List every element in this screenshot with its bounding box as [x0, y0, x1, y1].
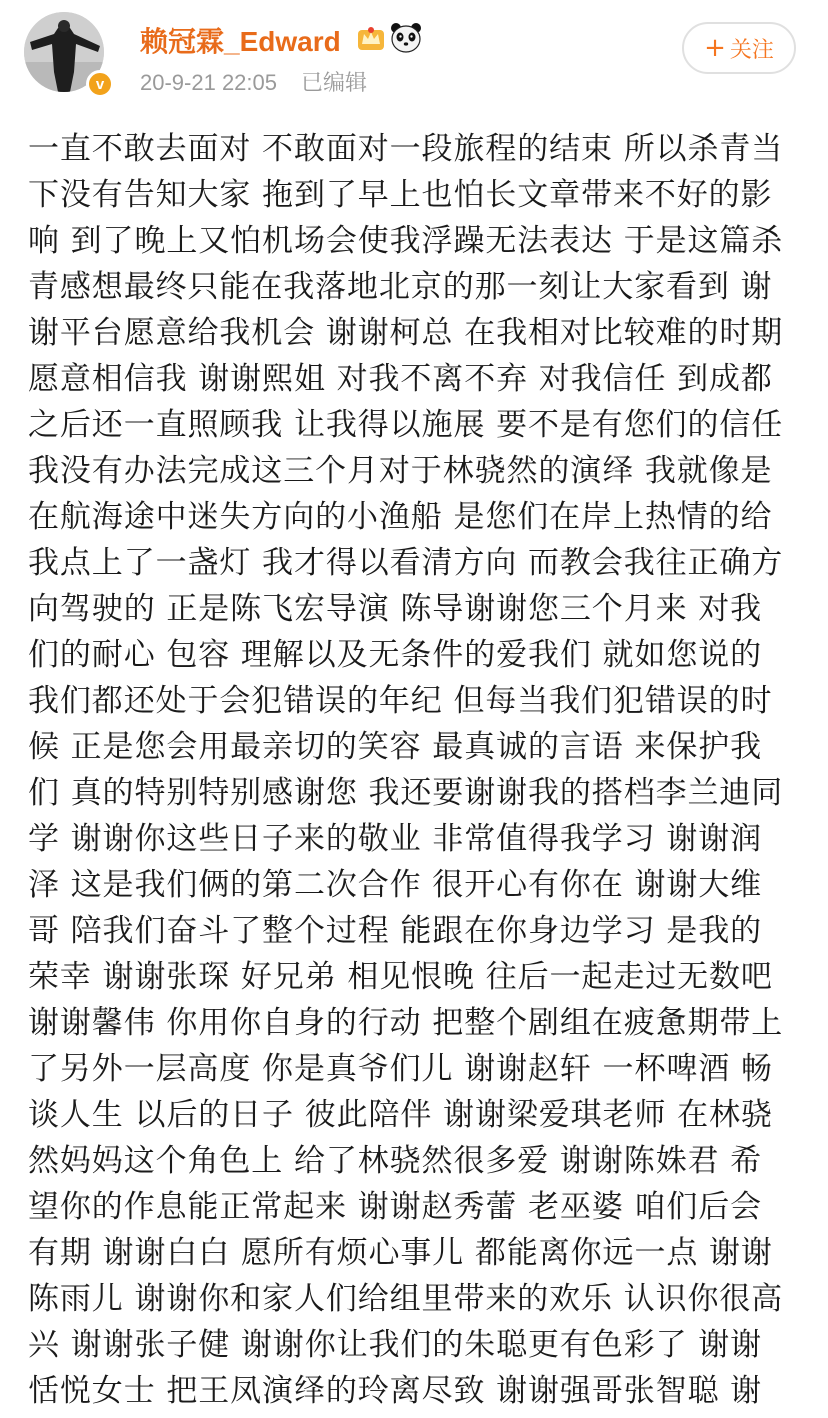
post-header: [0, 0, 828, 108]
post-text-line: 泽 这是我们俩的第二次合作 很开心有你在 谢谢大维: [28, 867, 763, 903]
post-text-line: 响 到了晚上又怕机场会使我浮躁无法表达 于是这篇杀: [28, 223, 784, 259]
post-text-line: 之后还一直照顾我 让我得以施展 要不是有您们的信任: [28, 407, 784, 443]
post-text-line: 然妈妈这个角色上 给了林骁然很多爱 谢谢陈姝君 希: [28, 1143, 763, 1179]
post-body: [28, 126, 818, 1414]
post-date: 20-9-21 22:05: [140, 70, 277, 95]
post-text-line: 陈雨儿 谢谢你和家人们给组里带来的欢乐 认识你很高: [28, 1281, 784, 1317]
follow-button[interactable]: [682, 22, 796, 74]
post-text-line: 我没有办法完成这三个月对于林骁然的演绎 我就像是: [28, 453, 773, 489]
post-text-line: 一直不敢去面对 不敢面对一段旅程的结束 所以杀青当: [28, 131, 784, 167]
post-text-line: 谢谢馨伟 你用你自身的行动 把整个剧组在疲惫期带上: [28, 1005, 784, 1041]
panda-icon: [390, 20, 422, 54]
post-text-line: 在航海途中迷失方向的小渔船 是您们在岸上热情的给: [28, 499, 773, 535]
post-text-line: 恬悦女士 把王凤演绎的玲离尽致 谢谢强哥张智聪 谢: [28, 1373, 763, 1409]
post-text-line: 荣幸 谢谢张琛 好兄弟 相见恨晚 往后一起走过无数吧: [28, 959, 773, 995]
edited-label[interactable]: 已编辑: [301, 70, 368, 95]
plus-icon: +: [704, 33, 726, 63]
post-text-line: 我们都还处于会犯错误的年纪 但每当我们犯错误的时: [28, 683, 773, 719]
post-text-line: 候 正是您会用最亲切的笑容 最真诚的言语 来保护我: [28, 729, 763, 765]
verified-icon: [86, 70, 114, 98]
post-text-line: 了另外一层高度 你是真爷们儿 谢谢赵轩 一杯啤酒 畅: [28, 1051, 773, 1087]
post-text-line: 愿意相信我 谢谢熙姐 对我不离不弃 对我信任 到成都: [28, 361, 773, 397]
post-text-line: 望你的作息能正常起来 谢谢赵秀蕾 老巫婆 咱们后会: [28, 1189, 763, 1225]
post-text-line: 兴 谢谢张子健 谢谢你让我们的朱聪更有色彩了 谢谢: [28, 1327, 763, 1363]
post-meta: [140, 66, 367, 97]
post-text-line: 下没有告知大家 拖到了早上也怕长文章带来不好的影: [28, 177, 773, 213]
post-text-line: 谢平台愿意给我机会 谢谢柯总 在我相对比较难的时期: [28, 315, 784, 351]
post-text-line: 学 谢谢你这些日子来的敬业 非常值得我学习 谢谢润: [28, 821, 763, 857]
verified-badge-text: v: [95, 75, 105, 93]
post-text-line: 有期 谢谢白白 愿所有烦心事儿 都能离你远一点 谢谢: [28, 1235, 773, 1271]
post-text-line: 谈人生 以后的日子 彼此陪伴 谢谢梁爱琪老师 在林骁: [28, 1097, 773, 1133]
post-text-line: 们 真的特别特别感谢您 我还要谢谢我的搭档李兰迪同: [28, 775, 784, 811]
follow-label: 关注: [729, 37, 774, 63]
post-text-line: 们的耐心 包容 理解以及无条件的爱我们 就如您说的: [28, 637, 763, 673]
crown-icon: [355, 22, 387, 54]
post-text-line: 青感想最终只能在我落地北京的那一刻让大家看到 谢: [28, 269, 773, 305]
post-text-line: 我点上了一盏灯 我才得以看清方向 而教会我往正确方: [28, 545, 784, 581]
author-name[interactable]: 赖冠霖_Edward: [140, 26, 341, 57]
post-text-line: 哥 陪我们奋斗了整个过程 能跟在你身边学习 是我的: [28, 913, 763, 949]
post-text-line: 向驾驶的 正是陈飞宏导演 陈导谢谢您三个月来 对我: [28, 591, 763, 627]
